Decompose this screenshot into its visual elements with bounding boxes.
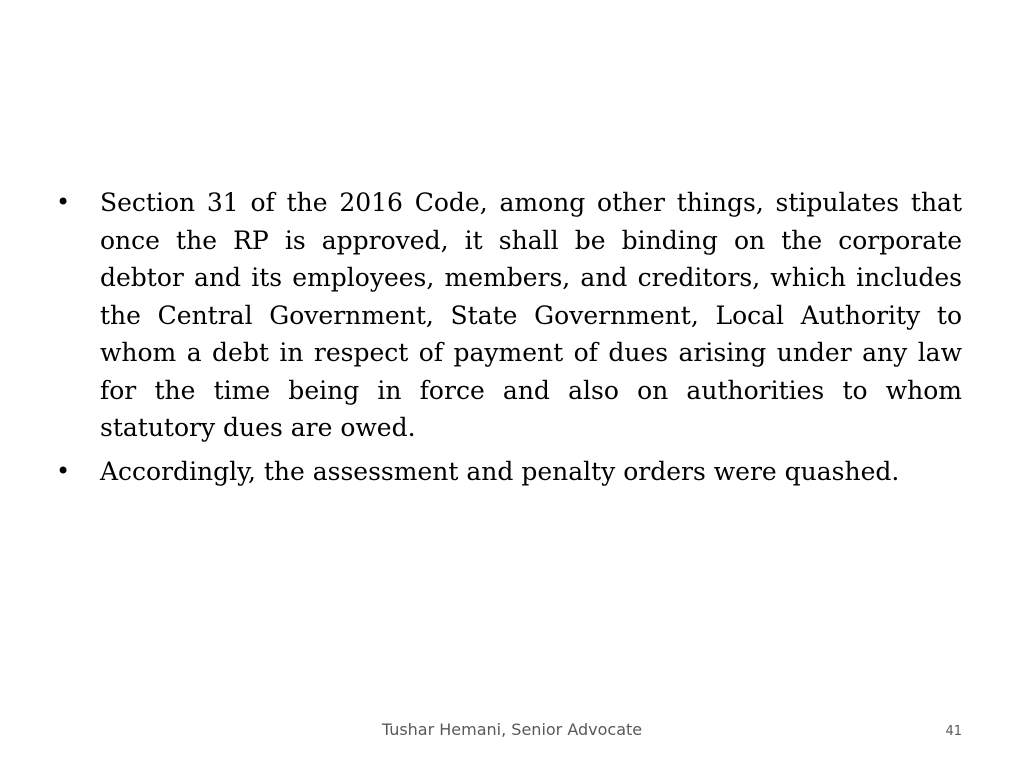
bullet-icon: •: [56, 188, 71, 216]
slide-number: 41: [945, 724, 962, 739]
bullet-text: Section 31 of the 2016 Code, among other things, stipulates that once the RP is approved, it shall be binding on the corporate debtor and its employees, members, and creditors, which includes the Central Government, State Government, Local Authority to whom a debt in respect of payment of dues arising under any law for the time being in force and also on authorities to whom statutory dues are owed.: [100, 188, 962, 442]
bullet-list: [56, 184, 962, 496]
bullet-item: [56, 184, 962, 447]
bullet-icon: •: [56, 456, 71, 485]
footer-text: Tushar Hemani, Senior Advocate: [381, 720, 643, 739]
bullet-text: Accordingly, the assessment and penalty orders were quashed.: [100, 456, 900, 486]
bullet-item: [56, 453, 962, 491]
